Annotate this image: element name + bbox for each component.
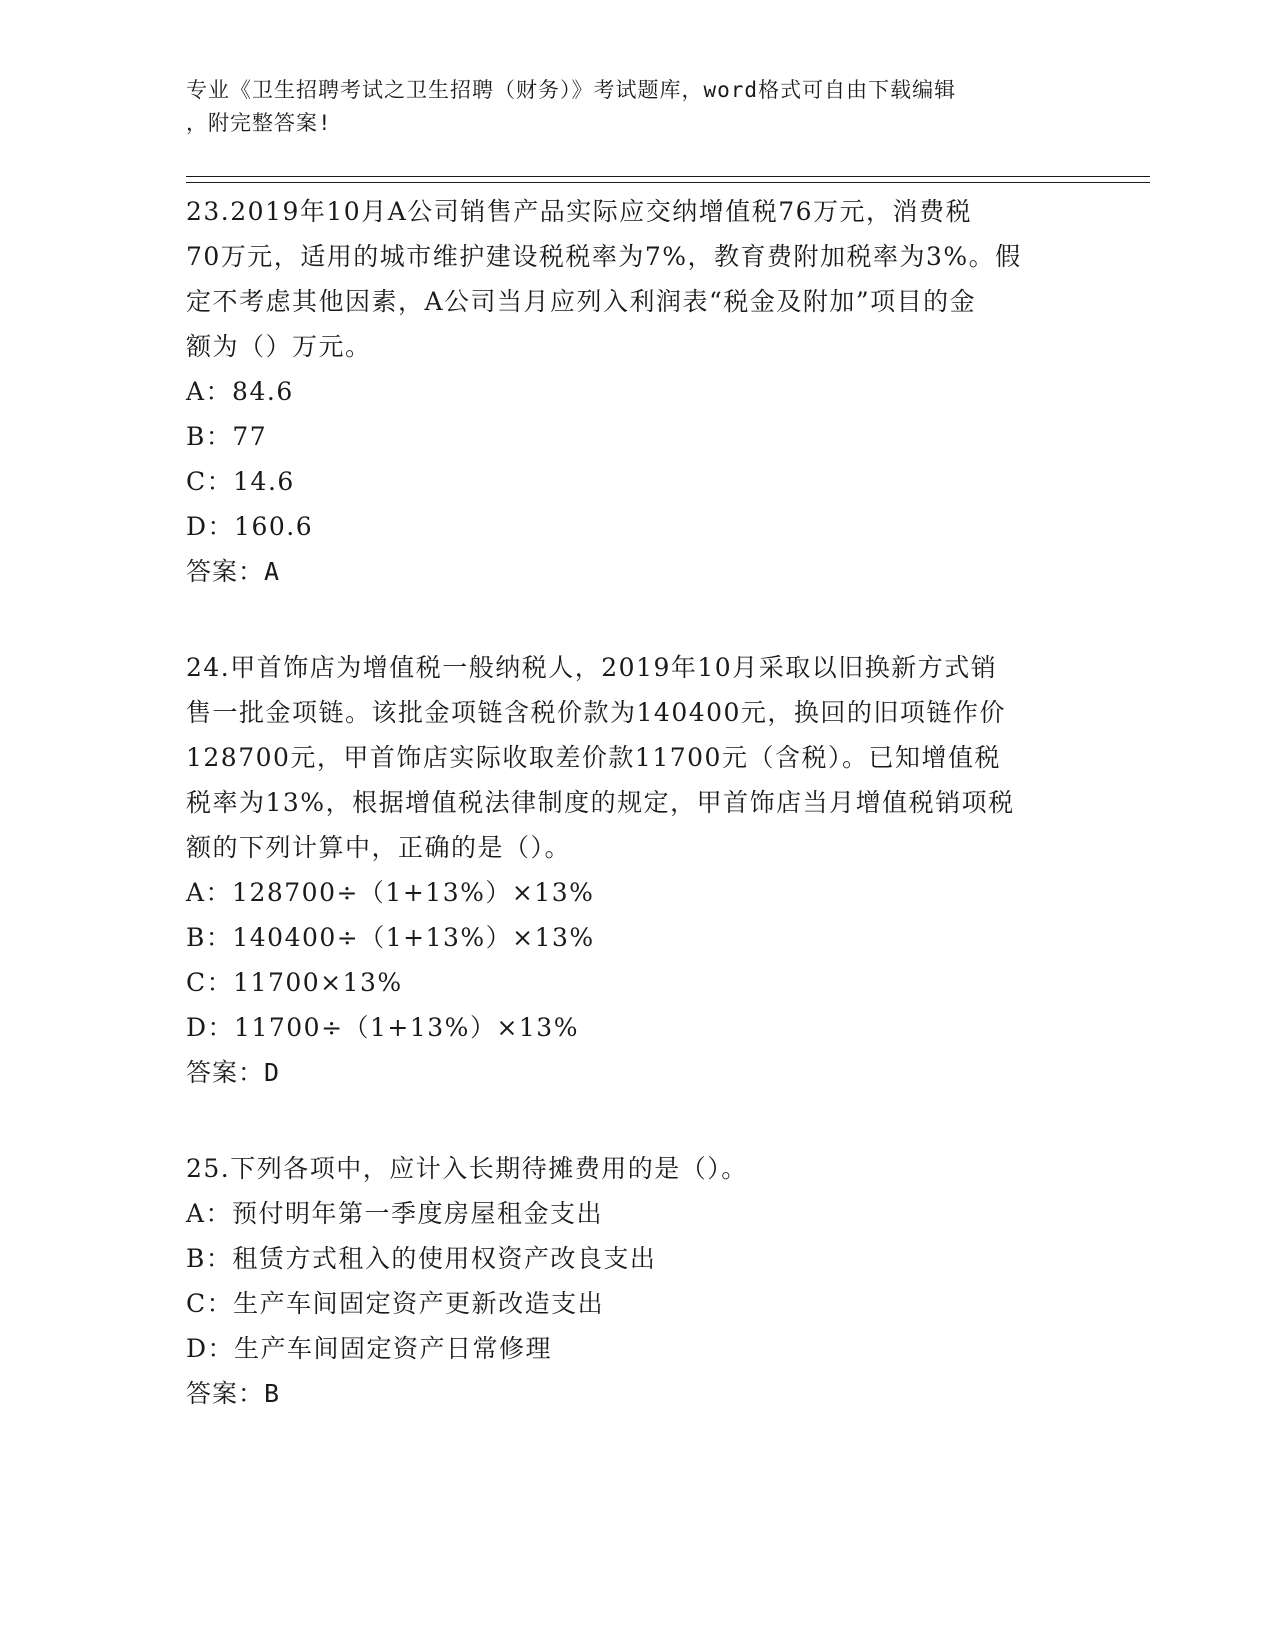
option-d: D：160.6 xyxy=(186,512,314,541)
question-stem-line: 额为（）万元。 xyxy=(186,332,372,361)
question-24 xyxy=(186,645,1086,1095)
header-line: ，附完整答案! xyxy=(186,111,332,135)
document-header xyxy=(186,74,1066,140)
option-b: B：租赁方式租入的使用权资产改良支出 xyxy=(186,1244,657,1273)
answer-line: 答案：B xyxy=(186,1379,281,1408)
answer-line: 答案：D xyxy=(186,1058,281,1087)
question-stem-line: 25.下列各项中，应计入长期待摊费用的是（）。 xyxy=(186,1154,748,1183)
question-stem-line: 售一批金项链。该批金项链含税价款为140400元，换回的旧项链作价 xyxy=(186,698,1006,727)
option-b: B：77 xyxy=(186,422,268,451)
question-23 xyxy=(186,189,1086,594)
question-stem-line: 额的下列计算中，正确的是（）。 xyxy=(186,833,572,862)
option-a: A：预付明年第一季度房屋租金支出 xyxy=(186,1199,604,1228)
header-divider-top xyxy=(186,176,1150,177)
question-stem-line: 70万元，适用的城市维护建设税税率为7%，教育费附加税率为3%。假 xyxy=(186,242,1022,271)
header-divider-bottom xyxy=(186,182,1150,183)
option-d: D：生产车间固定资产日常修理 xyxy=(186,1334,553,1363)
question-stem-line: 23.2019年10月A公司销售产品实际应交纳增值税76万元，消费税 xyxy=(186,197,973,226)
question-stem-line: 定不考虑其他因素，A公司当月应列入利润表“税金及附加”项目的金 xyxy=(186,287,977,316)
option-c: C：11700×13% xyxy=(186,968,403,997)
question-stem-line: 24.甲首饰店为增值税一般纳税人，2019年10月采取以旧换新方式销 xyxy=(186,653,998,682)
header-line: 专业《卫生招聘考试之卫生招聘（财务）》考试题库，word格式可自由下载编辑 xyxy=(186,78,957,102)
option-a: A：128700÷（1+13%）×13% xyxy=(186,878,595,907)
option-b: B：140400÷（1+13%）×13% xyxy=(186,923,595,952)
question-stem-line: 税率为13%，根据增值税法律制度的规定，甲首饰店当月增值税销项税 xyxy=(186,788,1015,817)
question-25 xyxy=(186,1146,1086,1416)
option-d: D：11700÷（1+13%）×13% xyxy=(186,1013,579,1042)
question-stem-line: 128700元，甲首饰店实际收取差价款11700元（含税）。已知增值税 xyxy=(186,743,1001,772)
option-a: A：84.6 xyxy=(186,377,294,406)
answer-line: 答案：A xyxy=(186,557,281,586)
option-c: C：14.6 xyxy=(186,467,295,496)
option-c: C：生产车间固定资产更新改造支出 xyxy=(186,1289,605,1318)
